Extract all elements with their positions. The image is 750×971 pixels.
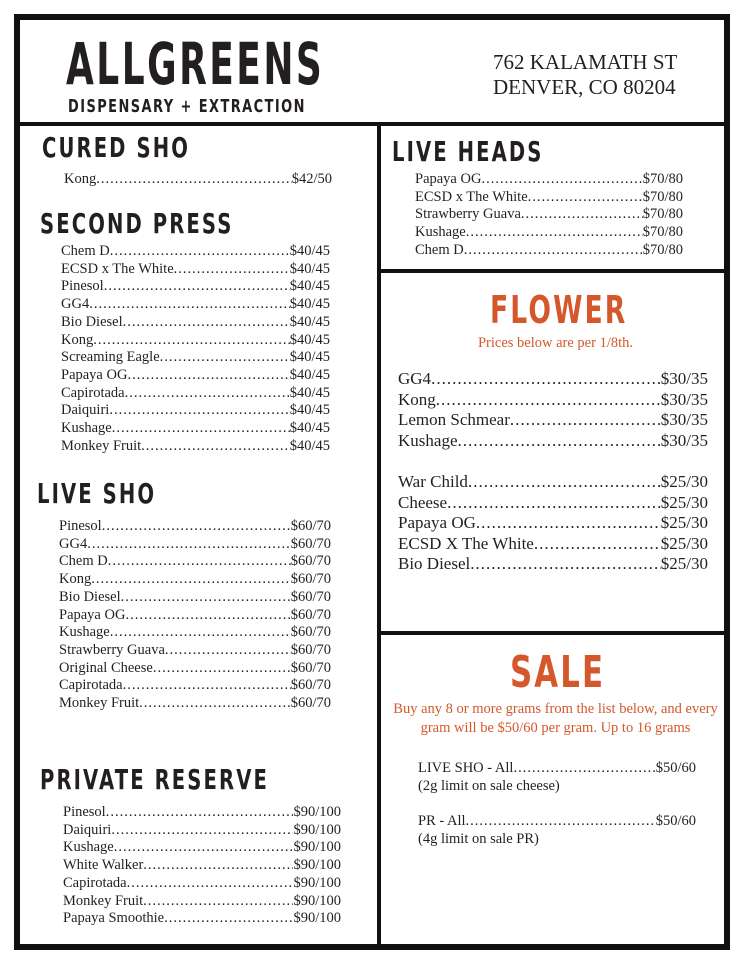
menu-item: Kushage ..... $70/80: [415, 224, 683, 242]
menu-item: Screaming Eagle ..... $40/45: [61, 349, 330, 367]
sale-item: PR - All ..... $50/60: [418, 813, 696, 831]
menu-item: Papaya OG ..... $40/45: [61, 367, 330, 385]
menu-item: Kong ..... $30/35: [398, 390, 708, 411]
menu-item: Strawberry Guava ..... $60/70: [59, 642, 331, 660]
menu-item: Pinesol ..... $90/100: [63, 804, 341, 822]
flower-title: FLOWER: [490, 288, 628, 332]
menu-item: Papaya OG ..... $25/30: [398, 513, 708, 534]
sale-description: Buy any 8 or more grams from the list below, and every gram will be $50/60 per gram. Up to 16 grams: [393, 701, 718, 736]
address-street: 762 KALAMATH ST: [493, 50, 678, 74]
menu-item: GG4 ..... $40/45: [61, 296, 330, 314]
menu-item: Kong ..... $40/45: [61, 332, 330, 350]
address-city: DENVER, CO 80204: [493, 75, 676, 99]
menu-item: Capirotada ..... $60/70: [59, 677, 331, 695]
live-sho-title: LIVE SHO: [37, 477, 157, 510]
sale-item: LIVE SHO - All ..... $50/60: [418, 760, 696, 778]
menu-item: War Child ..... $25/30: [398, 472, 708, 493]
menu-item: Daiquiri ..... $40/45: [61, 402, 330, 420]
menu-item: Cheese ..... $25/30: [398, 493, 708, 514]
divider-flower-sale: [381, 631, 730, 635]
sale-item-note: (4g limit on sale PR): [418, 830, 539, 847]
header: [20, 20, 724, 126]
menu-item: Capirotada ..... $90/100: [63, 875, 341, 893]
menu-item: Kong ..... $60/70: [59, 571, 331, 589]
menu-item: White Walker ..... $90/100: [63, 857, 341, 875]
sale-item-note: (2g limit on sale cheese): [418, 777, 560, 794]
menu-item: Kushage ..... $30/35: [398, 431, 708, 452]
menu-item: Pinesol ..... $60/70: [59, 518, 331, 536]
menu-item: Chem D ..... $60/70: [59, 553, 331, 571]
menu-item: Bio Diesel ..... $60/70: [59, 589, 331, 607]
menu-item: ECSD X The White ..... $25/30: [398, 534, 708, 555]
private-reserve-title: PRIVATE RESERVE: [40, 763, 269, 796]
divider-live-heads-flower: [381, 269, 730, 273]
cured-sho-title: CURED SHO: [42, 131, 190, 164]
menu-item: Kong ..... $42/50: [64, 171, 332, 189]
menu-item: Monkey Fruit ..... $90/100: [63, 893, 341, 911]
menu-item: GG4 ..... $30/35: [398, 369, 708, 390]
live-sho-list: [59, 518, 331, 713]
menu-item: Strawberry Guava ..... $70/80: [415, 206, 683, 224]
menu-item: Chem D ..... $70/80: [415, 242, 683, 260]
second-press-list: [61, 243, 330, 455]
second-press-title: SECOND PRESS: [40, 207, 234, 240]
menu-item: Bio Diesel ..... $40/45: [61, 314, 330, 332]
menu-item: Chem D ..... $40/45: [61, 243, 330, 261]
menu-item: GG4 ..... $60/70: [59, 536, 331, 554]
menu-item: Monkey Fruit ..... $60/70: [59, 695, 331, 713]
menu-item: ECSD x The White ..... $70/80: [415, 189, 683, 207]
menu-item: Daiquiri ..... $90/100: [63, 822, 341, 840]
column-divider: [377, 122, 381, 950]
menu-item: Papaya OG ..... $70/80: [415, 171, 683, 189]
menu-item: Monkey Fruit ..... $40/45: [61, 438, 330, 456]
menu-item: Bio Diesel ..... $25/30: [398, 554, 708, 575]
private-reserve-list: [63, 804, 341, 928]
cured-sho-list: [64, 171, 332, 189]
menu-item: Papaya Smoothie ..... $90/100: [63, 910, 341, 928]
menu-item: Capirotada ..... $40/45: [61, 385, 330, 403]
sale-list: [418, 760, 696, 848]
flower-list-premium: [398, 369, 708, 451]
flower-subtitle: Prices below are per 1/8th.: [477, 335, 634, 351]
menu-item: Pinesol ..... $40/45: [61, 278, 330, 296]
menu-item: Kushage ..... $90/100: [63, 839, 341, 857]
menu-item: Lemon Schmear ..... $30/35: [398, 410, 708, 431]
menu-item: Papaya OG ..... $60/70: [59, 607, 331, 625]
tagline: DISPENSARY + EXTRACTION: [68, 96, 306, 117]
menu-item: ECSD x The White ..... $40/45: [61, 261, 330, 279]
menu-frame: [14, 14, 730, 950]
sale-title: SALE: [510, 647, 606, 698]
menu-item: Original Cheese ..... $60/70: [59, 660, 331, 678]
menu-item: Kushage ..... $60/70: [59, 624, 331, 642]
live-heads-title: LIVE HEADS: [392, 135, 544, 168]
address: [493, 50, 677, 100]
brand-logo: ALLGREENS: [66, 30, 325, 98]
live-heads-list: [415, 171, 683, 260]
flower-list-standard: [398, 472, 708, 575]
menu-item: Kushage ..... $40/45: [61, 420, 330, 438]
